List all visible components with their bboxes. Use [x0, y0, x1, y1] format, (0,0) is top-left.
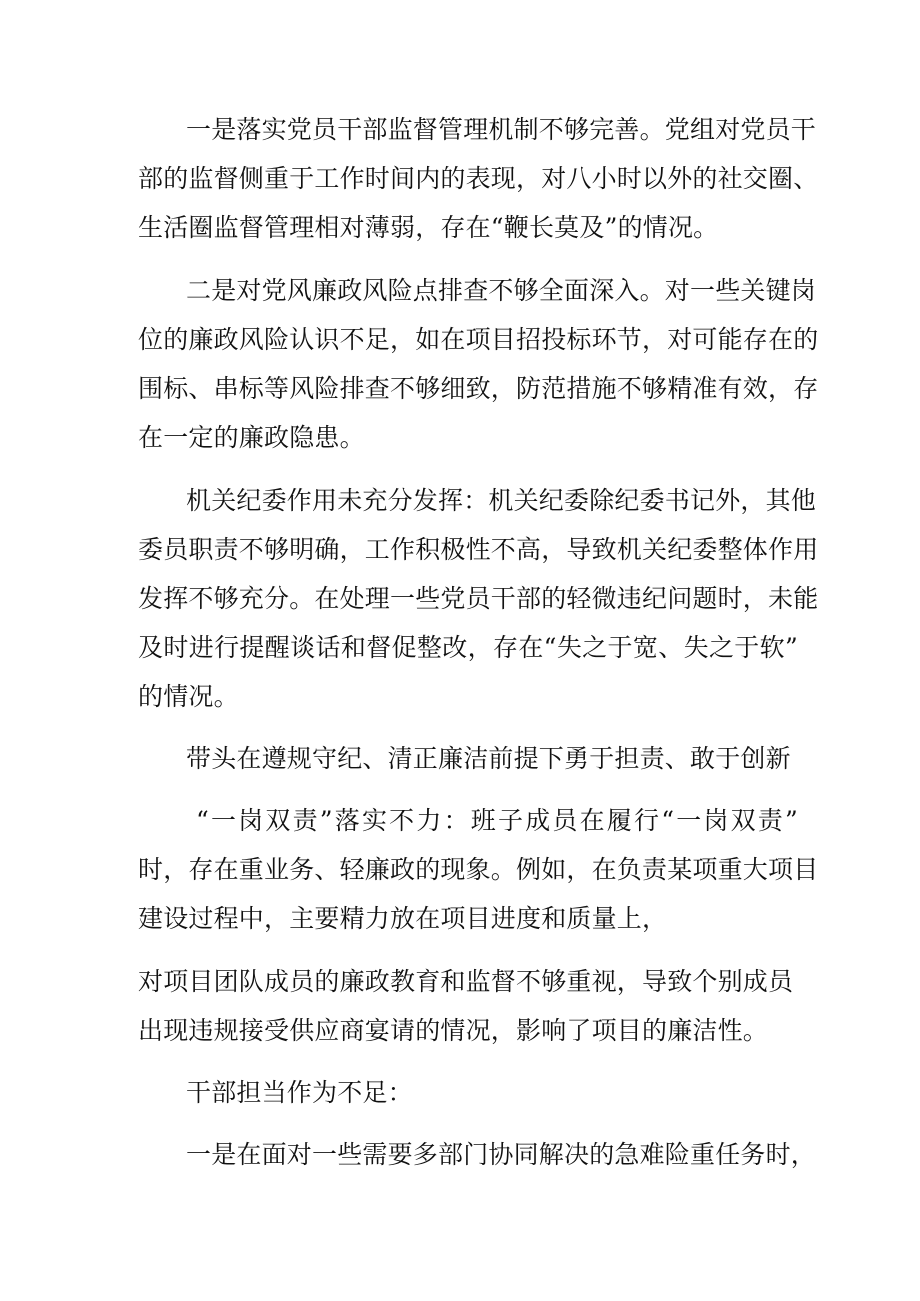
- paragraph-3-line-1: 机关纪委作用未充分发挥：机关纪委除纪委书记外，其他: [186, 486, 817, 515]
- paragraph-3-line-4: 及时进行提醒谈话和督促整改，存在“失之于宽、失之于软”: [138, 633, 798, 662]
- paragraph-3-line-2: 委员职责不够明确，工作积极性不高，导致机关纪委整体作用: [138, 535, 819, 564]
- paragraph-3-line-5: 的情况。: [138, 682, 239, 711]
- paragraph-1-line-1: 一是落实党员干部监督管理机制不够完善。党组对党员干: [186, 115, 817, 144]
- paragraph-5-line-1: “一岗双责”落实不力：班子成员在履行“一岗双责”: [196, 806, 798, 835]
- paragraph-2-line-4: 在一定的廉政隐患。: [138, 423, 365, 452]
- paragraph-4-line-1: 带头在遵规守纪、清正廉洁前提下勇于担责、敢于创新: [186, 744, 791, 773]
- paragraph-5-line-3: 建设过程中，主要精力放在项目进度和质量上，: [138, 904, 668, 933]
- paragraph-3-line-3: 发挥不够充分。在处理一些党员干部的轻微违纪问题时，未能: [138, 584, 819, 613]
- paragraph-1-line-3: 生活圈监督管理相对薄弱，存在“鞭长莫及”的情况。: [138, 213, 719, 242]
- paragraph-1-line-2: 部的监督侧重于工作时间内的表现，对八小时以外的社交圈、: [138, 164, 819, 193]
- paragraph-2-line-1: 二是对党风廉政风险点排查不够全面深入。对一些关键岗: [186, 276, 817, 305]
- paragraph-5-line-2: 时，存在重业务、轻廉政的现象。例如，在负责某项重大项目: [138, 855, 819, 884]
- paragraph-7-line-1: 干部担当作为不足：: [186, 1078, 413, 1107]
- paragraph-2-line-3: 围标、串标等风险排查不够细致，防范措施不够精准有效，存: [138, 374, 819, 403]
- paragraph-2-line-2: 位的廉政风险认识不足，如在项目招投标环节，对可能存在的: [138, 325, 819, 354]
- paragraph-6-line-1: 对项目团队成员的廉政教育和监督不够重视，导致个别成员: [138, 967, 794, 996]
- paragraph-6-line-2: 出现违规接受供应商宴请的情况，影响了项目的廉洁性。: [138, 1016, 769, 1045]
- paragraph-8-line-1: 一是在面对一些需要多部门协同解决的急难险重任务时，: [186, 1140, 817, 1169]
